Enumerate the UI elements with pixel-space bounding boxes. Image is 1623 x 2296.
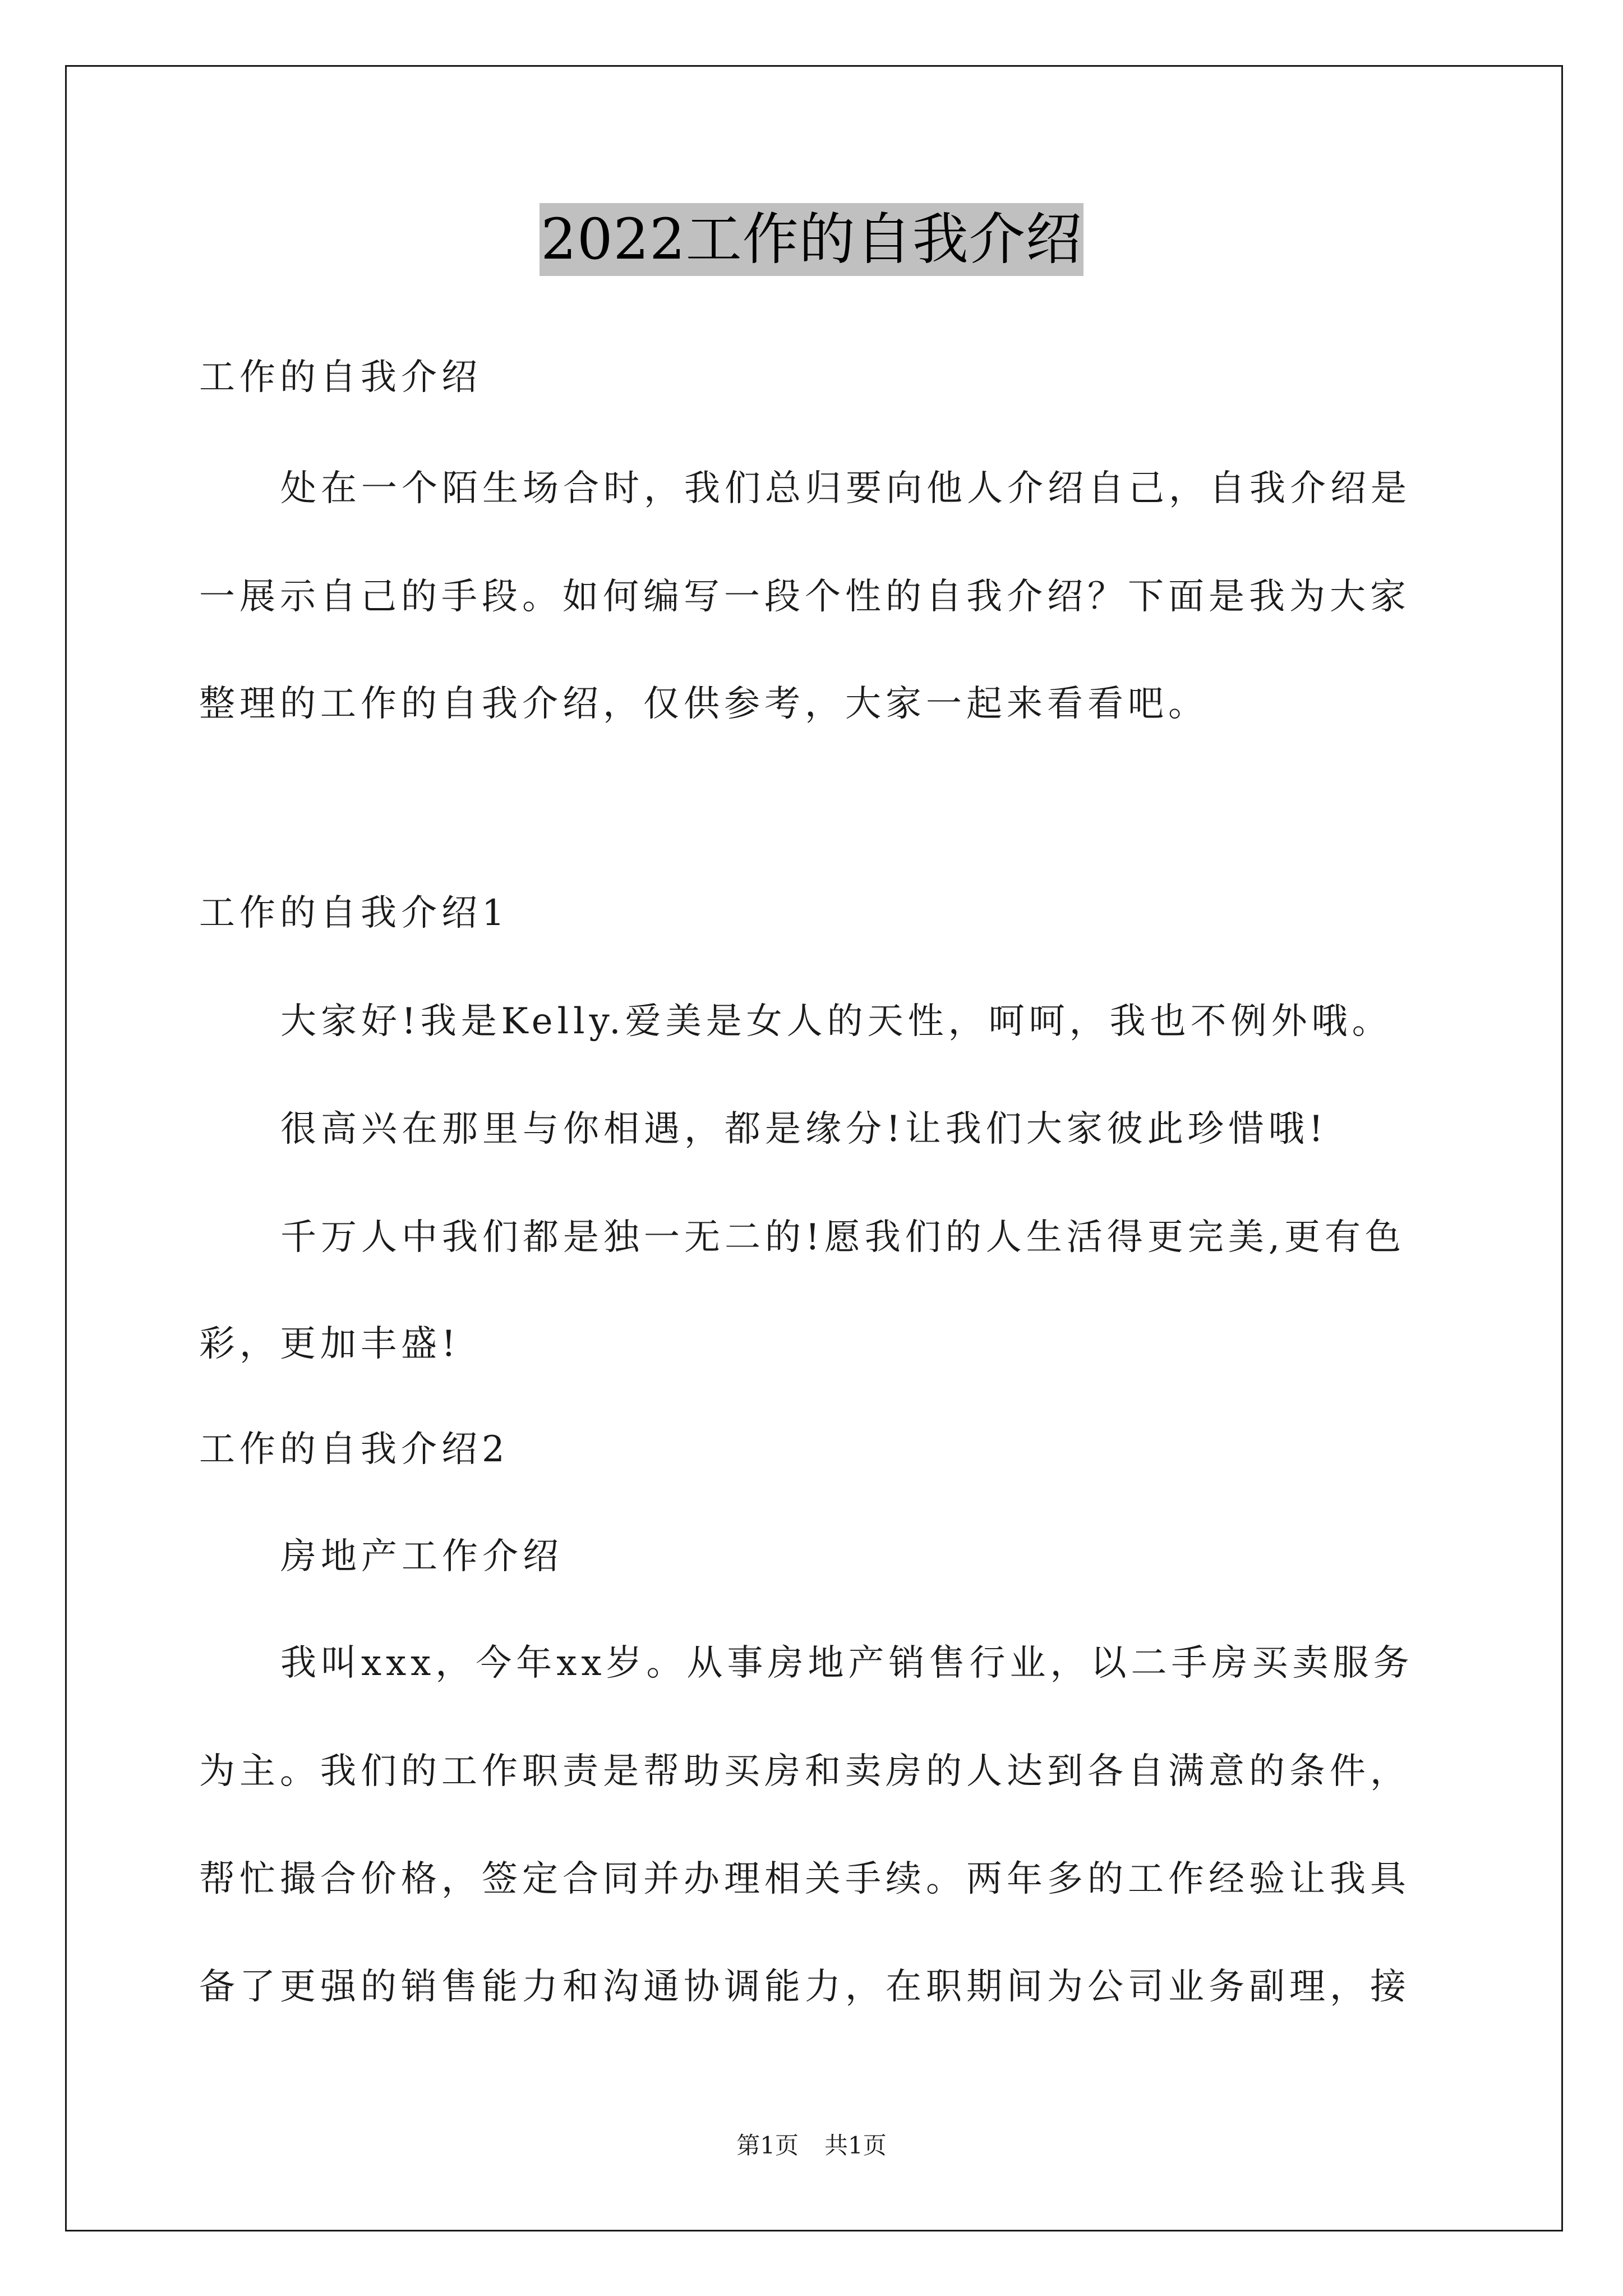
section1-line-1: 大家好!我是Kelly.爱美是女人的天性，呵呵，我也不例外哦。: [280, 1001, 1393, 1042]
section1-line-4: 彩，更加丰盛!: [199, 1323, 460, 1365]
section1-line-2: 很高兴在那里与你相遇，都是缘分!让我们大家彼此珍惜哦!: [280, 1108, 1328, 1150]
intro-paragraph-line-3: 整理的工作的自我介绍，仅供参考，大家一起来看看吧。: [199, 683, 1209, 725]
document-title: 2022工作的自我介绍: [540, 203, 1083, 276]
page-number-label: 第1页: [736, 2132, 799, 2159]
section2-subheading: 房地产工作介绍: [280, 1536, 563, 1577]
section2-heading: 工作的自我介绍2: [199, 1429, 509, 1470]
section2-line-4: 备了更强的销售能力和沟通协调能力，在职期间为公司业务副理，接: [199, 1966, 1410, 2008]
section2-line-1: 我叫xxx，今年xx岁。从事房地产销售行业，以二手房买卖服务: [280, 1642, 1414, 1684]
intro-heading: 工作的自我介绍: [199, 357, 482, 398]
intro-paragraph-line-1: 处在一个陌生场合时，我们总归要向他人介绍自己，自我介绍是: [280, 468, 1411, 509]
section2-line-3: 帮忙撮合价格，签定合同并办理相关手续。两年多的工作经验让我具: [199, 1858, 1410, 1900]
section2-line-2: 为主。我们的工作职责是帮助买房和卖房的人达到各自满意的条件，: [199, 1751, 1410, 1792]
page-footer: [0, 2129, 1623, 2162]
page-total-label: 共1页: [824, 2132, 887, 2159]
section1-heading: 工作的自我介绍1: [199, 892, 509, 934]
intro-paragraph-line-2: 一展示自己的手段。如何编写一段个性的自我介绍？下面是我为大家: [199, 576, 1410, 618]
document-title-block: [0, 203, 1623, 276]
section1-line-3: 千万人中我们都是独一无二的!愿我们的人生活得更完美,更有色: [280, 1217, 1406, 1258]
